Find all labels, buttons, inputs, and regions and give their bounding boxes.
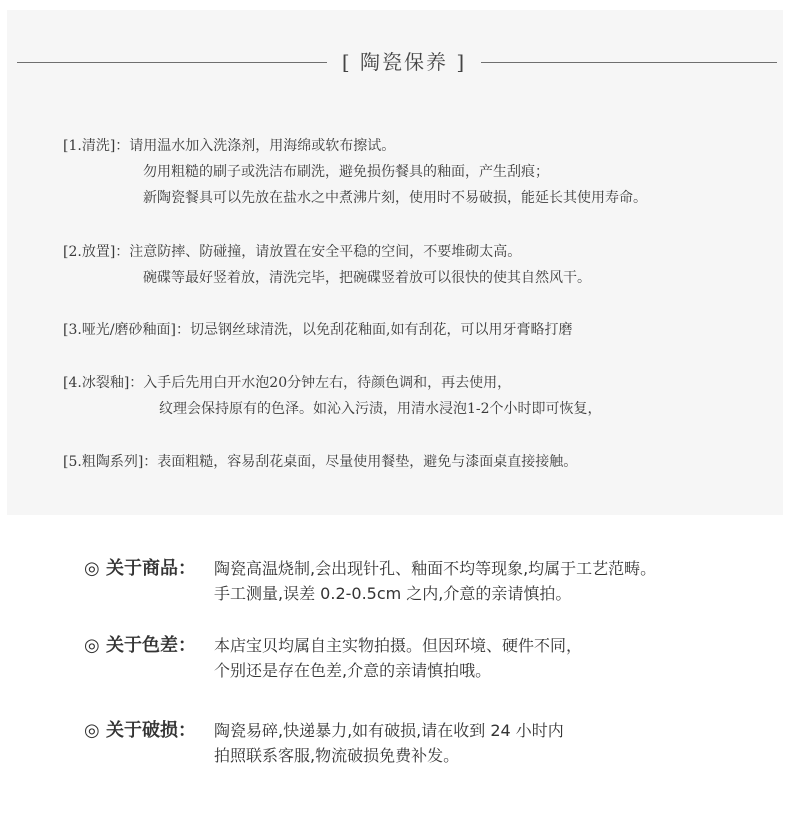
care-item-text: 入手后先用白开水泡20分钟左右，待颜色调和，再去使用， xyxy=(143,375,512,391)
care-item-label: [2.放置]： xyxy=(63,244,130,260)
care-item-text: 纹理会保持原有的色泽。如沁入污渍，用清水浸泡1-2个小时即可恢复， xyxy=(159,401,602,417)
notice-text: 陶瓷易碎,快递暴力,如有破损,请在收到 24 小时内 xyxy=(214,721,564,740)
notice-text: 手工测量,误差 0.2-0.5cm 之内,介意的亲请慎拍。 xyxy=(214,584,572,603)
care-item-text: 碗碟等最好竖着放，清洗完毕，把碗碟竖着放可以很快的使其自然风干。 xyxy=(143,270,591,286)
notice-text: 个别还是存在色差,介意的亲请慎拍哦。 xyxy=(214,661,492,680)
title-divider-left xyxy=(17,62,327,63)
notice-heading: ◎ 关于商品： xyxy=(84,558,196,579)
notice-heading: ◎ 关于色差： xyxy=(84,635,196,656)
care-item-label: [4.冰裂釉]： xyxy=(63,375,144,391)
care-item-text: 表面粗糙，容易刮花桌面，尽量使用餐垫，避免与漆面桌直接接触。 xyxy=(157,454,578,470)
care-item-text: 切忌钢丝球清洗，以免刮花釉面,如有刮花，可以用牙膏略打磨 xyxy=(190,322,573,338)
care-item-crackle-glaze xyxy=(63,373,511,393)
care-item-cleaning xyxy=(63,136,395,156)
care-item-text: 请用温水加入洗涤剂，用海绵或软布擦试。 xyxy=(129,138,396,154)
care-item-label: [5.粗陶系列]： xyxy=(63,454,158,470)
notice-heading: ◎ 关于破损： xyxy=(84,720,196,741)
care-item-text: 新陶瓷餐具可以先放在盐水之中煮沸片刻，使用时不易破损，能延长其使用寿命。 xyxy=(143,190,647,206)
section-title: [ 陶瓷保养 ] xyxy=(341,50,467,74)
care-item-label: [1.清洗]： xyxy=(63,138,130,154)
care-item-text: 勿用粗糙的刷子或洗洁布刷洗，避免损伤餐具的釉面，产生刮痕； xyxy=(143,164,549,180)
care-item-placement xyxy=(63,242,521,262)
notice-text: 本店宝贝均属自主实物拍摄。但因环境、硬件不同， xyxy=(214,636,583,655)
care-item-label: [3.哑光/磨砂釉面]： xyxy=(63,322,190,338)
title-divider-right xyxy=(481,62,777,63)
notice-text: 拍照联系客服,物流破损免费补发。 xyxy=(214,746,460,765)
care-item-text: 注意防摔、防碰撞，请放置在安全平稳的空间，不要堆砌太高。 xyxy=(129,244,522,260)
care-section xyxy=(7,10,783,515)
care-item-coarse-pottery xyxy=(63,452,577,472)
care-item-matte-glaze xyxy=(63,320,572,340)
notice-text: 陶瓷高温烧制,会出现针孔、釉面不均等现象,均属于工艺范畴。 xyxy=(214,559,657,578)
section-title-row xyxy=(7,48,783,78)
